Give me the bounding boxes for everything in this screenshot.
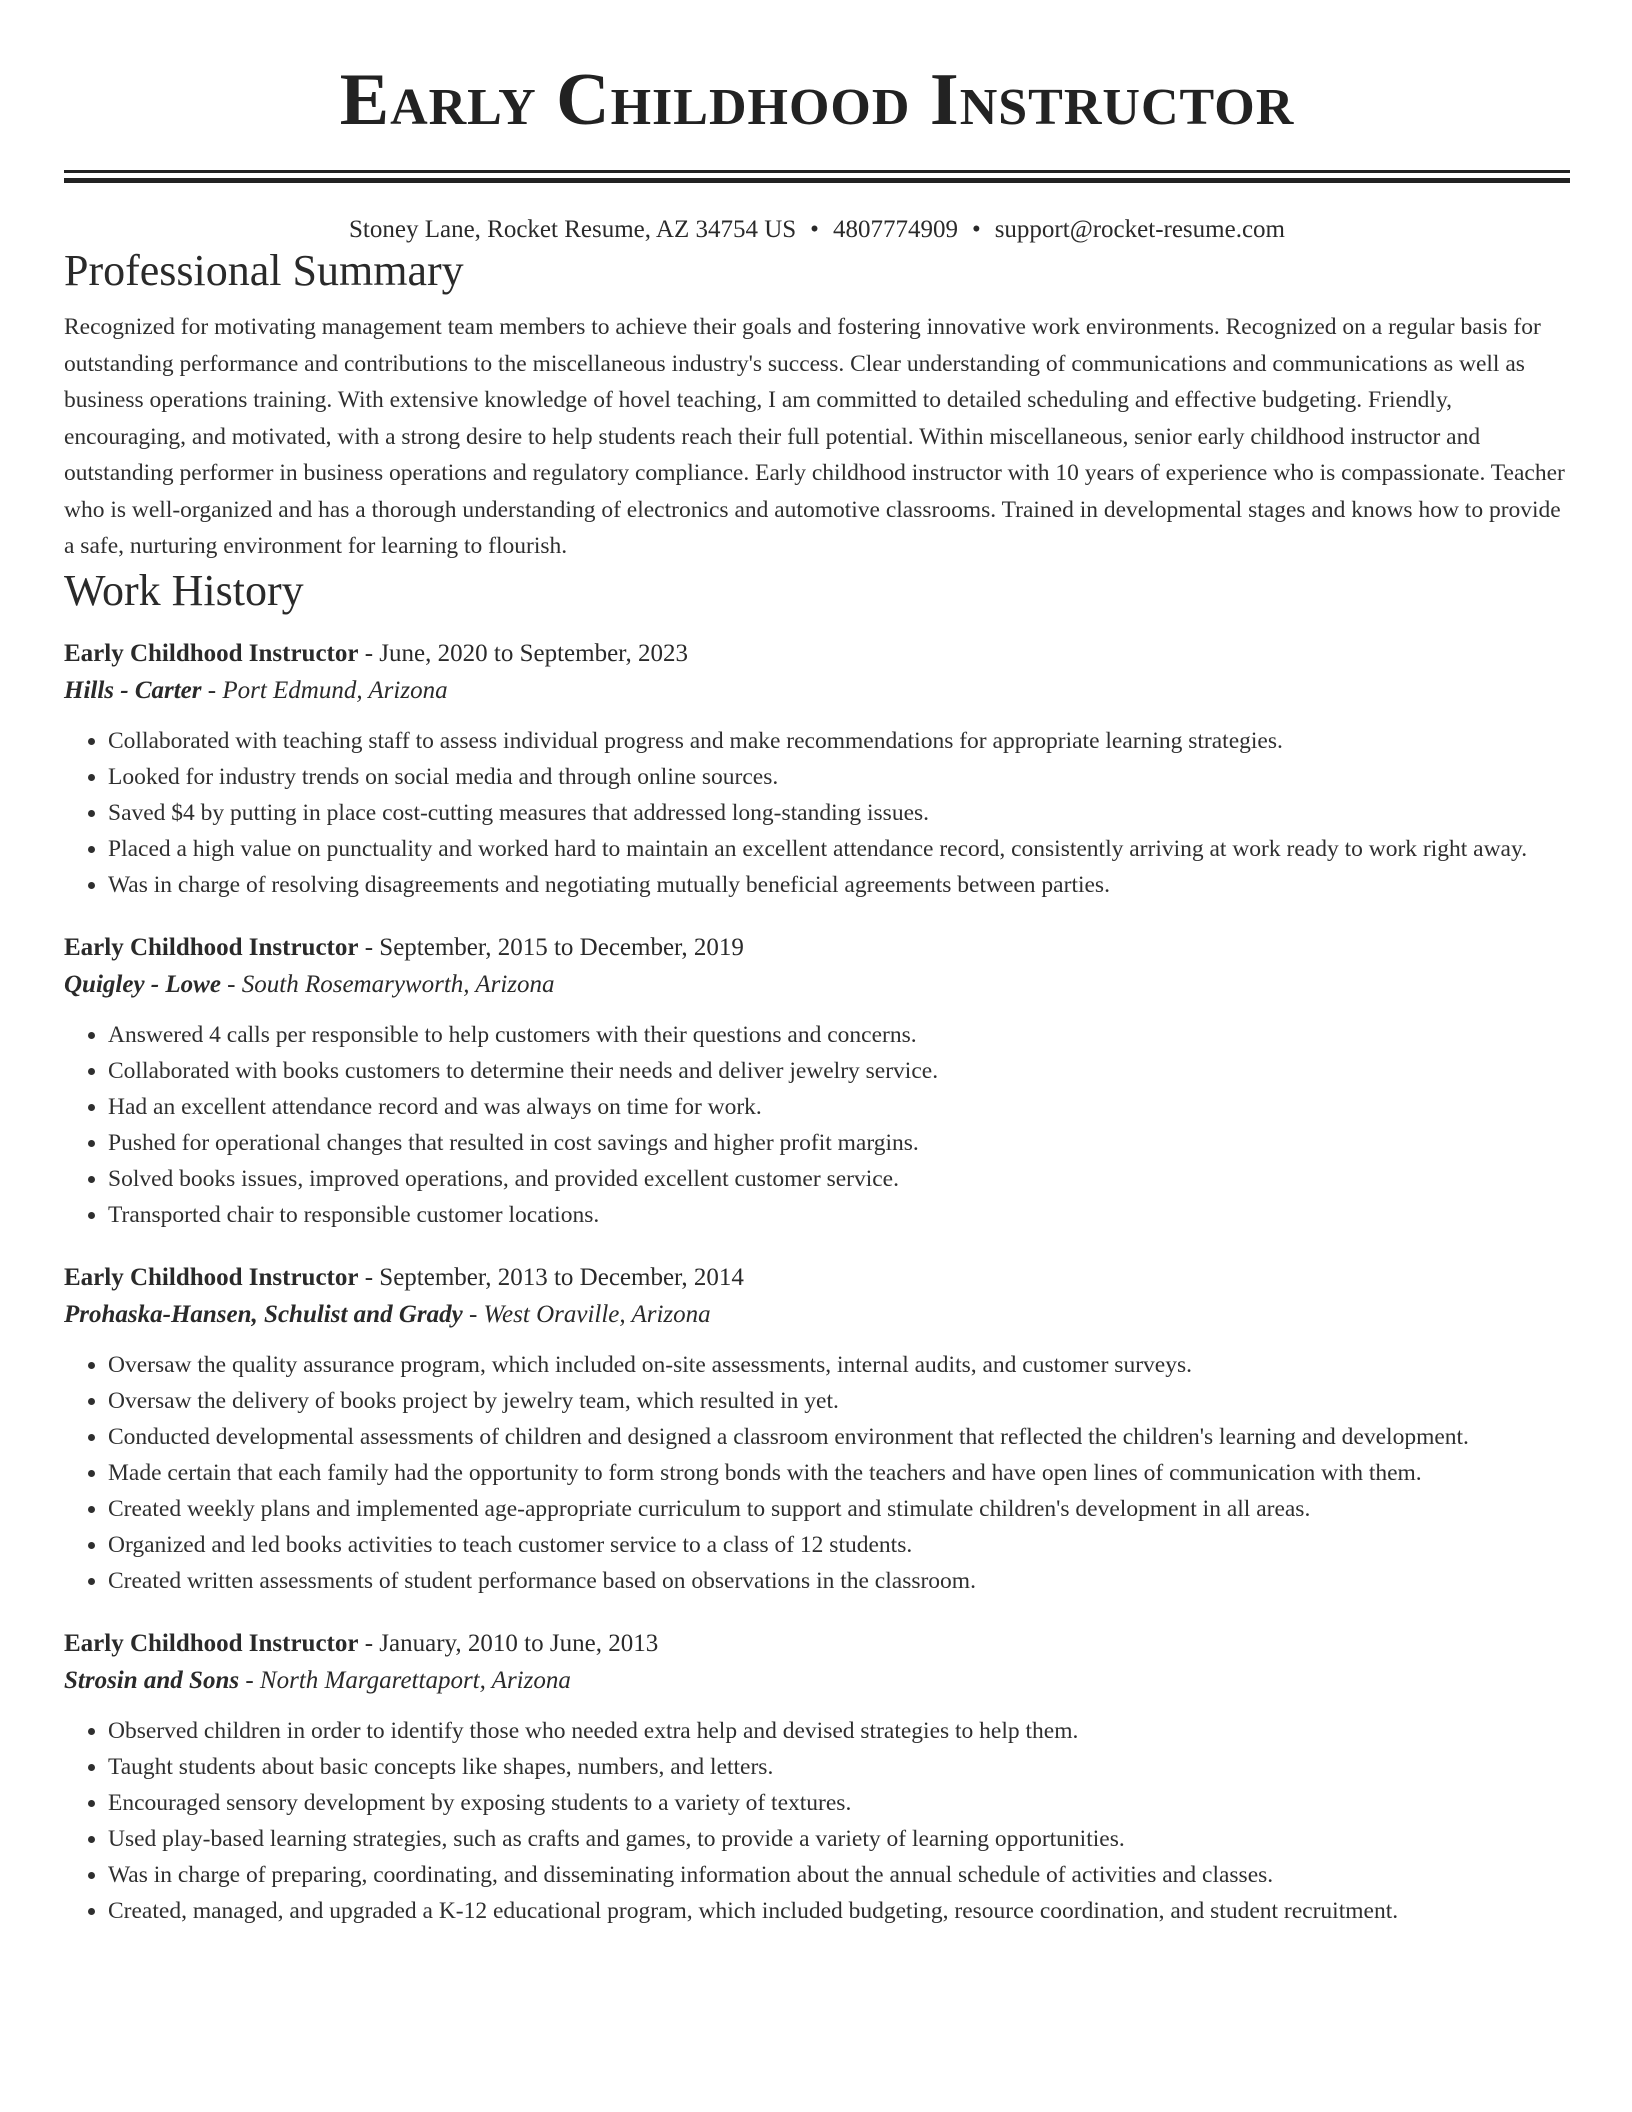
job-entry [64, 1261, 1570, 1599]
summary-text: Recognized for motivating management team members to achieve their goals and fostering innovative work environments. Recognized on a regular basis for outstanding performance and contributions to the miscellaneous industry's success. Clear understanding of communications and communications as well as business operations training. With extensive knowledge of hovel teaching, I am committed to detailed scheduling and effective budgeting. Friendly, encouraging, and motivated, with a strong desire to help students reach their full potential. Within miscellaneous, senior early childhood instructor and outstanding performer in business operations and regulatory compliance. Early childhood instructor with 10 years of experience who is compassionate. Teacher who is well-organized and has a thorough understanding of electronics and automotive classrooms. Trained in developmental stages and knows how to provide a safe, nurturing environment for learning to flourish. [64, 314, 1565, 559]
job-bullet: • Was in charge of resolving disagreements and negotiating mutually beneficial agreements between parties. [108, 867, 1570, 903]
company-line [64, 671, 1570, 711]
job-bullet: • Conducted developmental assessments of children and designed a classroom environment that reflected the children's learning and development. [108, 1419, 1570, 1455]
company-location: - Port Edmund, Arizona [201, 676, 448, 704]
company-name: Prohaska-Hansen, Schulist and Grady [64, 1300, 463, 1328]
contact-line [64, 215, 1570, 245]
job-bullet: • Organized and led books activities to teach customer service to a class of 12 students. [108, 1527, 1570, 1563]
job-bullet: • Saved $4 by putting in place cost-cutting measures that addressed long-standing issues. [108, 795, 1570, 831]
job-bullet: • Looked for industry trends on social media and through online sources. [108, 759, 1570, 795]
company-line [64, 965, 1570, 1005]
job-bullet: • Pushed for operational changes that resulted in cost savings and higher profit margins. [108, 1125, 1570, 1161]
contact-email: support@rocket-resume.com [994, 216, 1285, 243]
job-title-line [64, 1627, 1570, 1661]
job-title: Early Childhood Instructor [64, 1629, 359, 1657]
contact-phone: 4807774909 [832, 216, 958, 243]
contact-separator: • [810, 216, 819, 243]
resume-title: Early Childhood Instructor [339, 59, 1295, 141]
job-dates: - January, 2010 to June, 2013 [358, 1629, 659, 1657]
job-bullet: • Created, managed, and upgraded a K-12 educational program, which included budgeting, resource coordination, and student recruitment. [108, 1893, 1570, 1929]
job-bullet: • Collaborated with teaching staff to assess individual progress and make recommendations for appropriate learning strategies. [108, 723, 1570, 759]
job-bullet: • Made certain that each family had the opportunity to form strong bonds with the teachers and have open lines of communication with them. [108, 1455, 1570, 1491]
job-bullet: • Placed a high value on punctuality and worked hard to maintain an excellent attendance record, consistently arriving at work ready to work right away. [108, 831, 1570, 867]
job-bullet-list [64, 1347, 1570, 1599]
divider-thick-line [64, 178, 1570, 183]
job-bullet: • Oversaw the quality assurance program, which included on-site assessments, internal audits, and customer surveys. [108, 1347, 1570, 1383]
job-bullet-list [64, 1017, 1570, 1233]
job-bullet: • Oversaw the delivery of books project by jewelry team, which resulted in yet. [108, 1383, 1570, 1419]
resume-page [64, 0, 1570, 1929]
job-bullet-list [64, 723, 1570, 903]
job-bullet: • Taught students about basic concepts like shapes, numbers, and letters. [108, 1749, 1570, 1785]
work-history-heading: Work History [64, 565, 304, 615]
job-entry [64, 637, 1570, 903]
job-bullet-list [64, 1713, 1570, 1929]
job-entry [64, 1627, 1570, 1929]
job-bullet: • Collaborated with books customers to determine their needs and deliver jewelry service. [108, 1053, 1570, 1089]
contact-separator: • [971, 216, 981, 243]
job-bullet: • Was in charge of preparing, coordinating, and disseminating information about the annual schedule of activities and classes. [108, 1857, 1570, 1893]
company-location: - North Margarettaport, Arizona [239, 1666, 571, 1694]
job-title-line [64, 637, 1570, 671]
job-bullet: • Used play-based learning strategies, such as crafts and games, to provide a variety of learning opportunities. [108, 1821, 1570, 1857]
job-title: Early Childhood Instructor [64, 1263, 359, 1291]
job-title: Early Childhood Instructor [64, 933, 359, 961]
company-name: Strosin and Sons [64, 1666, 240, 1694]
job-bullet: • Solved books issues, improved operations, and provided excellent customer service. [108, 1161, 1570, 1197]
divider-thin-line [64, 170, 1570, 173]
job-bullet: • Created written assessments of student performance based on observations in the classroom. [108, 1563, 1570, 1599]
title-divider [64, 170, 1570, 183]
job-bullet: • Encouraged sensory development by exposing students to a variety of textures. [108, 1785, 1570, 1821]
company-name: Quigley - Lowe [64, 970, 221, 998]
company-location: - West Oraville, Arizona [462, 1300, 711, 1328]
company-line [64, 1295, 1570, 1335]
work-history-list [64, 637, 1570, 1929]
job-title: Early Childhood Instructor [64, 639, 359, 667]
job-entry [64, 931, 1570, 1233]
job-dates: - September, 2015 to December, 2019 [358, 933, 744, 961]
job-title-line [64, 931, 1570, 965]
summary-heading: Professional Summary [64, 246, 464, 295]
company-location: - South Rosemaryworth, Arizona [220, 970, 555, 998]
job-title-line [64, 1261, 1570, 1295]
job-bullet: • Observed children in order to identify those who needed extra help and devised strategies to help them. [108, 1713, 1570, 1749]
company-line [64, 1661, 1570, 1701]
job-bullet: • Answered 4 calls per responsible to help customers with their questions and concerns. [108, 1017, 1570, 1053]
job-bullet: • Had an excellent attendance record and was always on time for work. [108, 1089, 1570, 1125]
job-bullet: • Transported chair to responsible customer locations. [108, 1197, 1570, 1233]
job-dates: - September, 2013 to December, 2014 [358, 1263, 744, 1291]
contact-address: Stoney Lane, Rocket Resume, AZ 34754 US [349, 216, 797, 243]
company-name: Hills - Carter [64, 676, 202, 704]
job-bullet: • Created weekly plans and implemented age-appropriate curriculum to support and stimulate children's development in all areas. [108, 1491, 1570, 1527]
job-dates: - June, 2020 to September, 2023 [358, 639, 688, 667]
